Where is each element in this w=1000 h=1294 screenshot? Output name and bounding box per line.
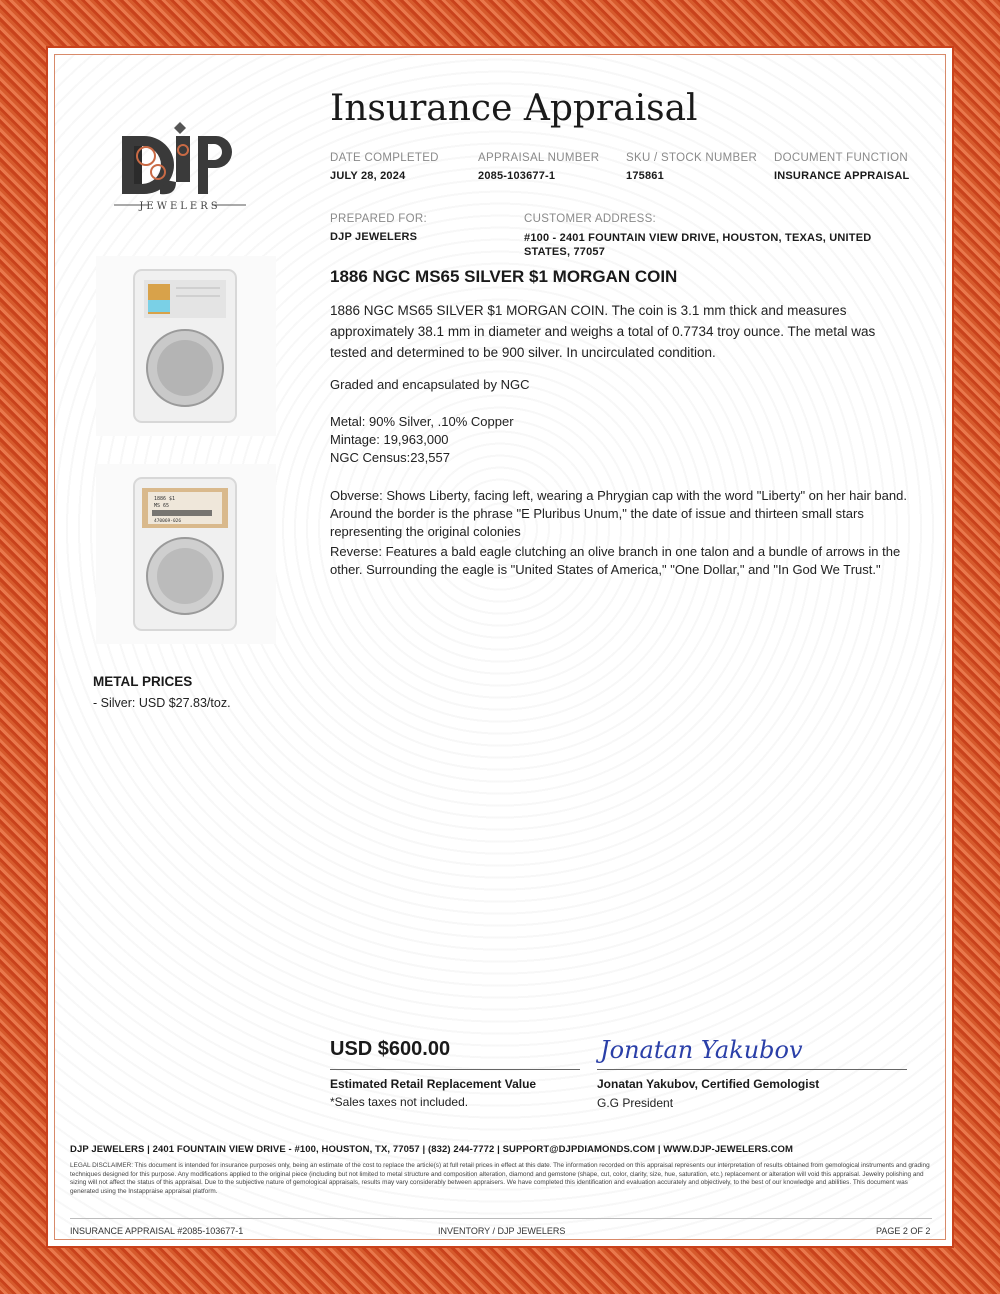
census-spec: NGC Census:23,557 xyxy=(330,450,450,465)
tax-note: *Sales taxes not included. xyxy=(330,1095,469,1109)
item-title: 1886 NGC MS65 SILVER $1 MORGAN COIN xyxy=(330,267,678,286)
signer-role: G.G President xyxy=(597,1096,674,1110)
sku-value: 175861 xyxy=(626,170,664,182)
item-description xyxy=(330,300,910,363)
mintage-spec: Mintage: 19,963,000 xyxy=(330,432,449,447)
footer-divider xyxy=(70,1218,932,1219)
document-function-label: DOCUMENT FUNCTION xyxy=(774,152,908,164)
appraisal-number-value: 2085-103677-1 xyxy=(478,170,556,182)
legal-disclaimer: LEGAL DISCLAIMER: This document is intended for insurance purposes only, being an estimate of the cost to replace the article(s) at full retail prices in effect at this date. The information recorded on this appraisal represents our interpretation of results obtained from gemological instruments and grading techniques designed for this purpose. Any modifications applied to the original piece (including but not limited to metal structure and composition alteration, diamond and gemstone (shape, cut, color, clarity, size, hue, saturation, etc.) replacement or alteration will void this appraisal. Jewelry polishing and sizing will not affect the status of this appraisal. Due to the subjective nature of gemological appraisals, results may vary considerably between appraisers. We have completed this identification and evaluation accurately and objectively, to the best of our knowledge and abilities. This document was generated using the Instappraise appraisal platform. xyxy=(70,1162,930,1195)
document-function-value: INSURANCE APPRAISAL xyxy=(774,170,910,182)
coin-image-back xyxy=(96,464,276,644)
logo-subtext: JEWELERS xyxy=(139,201,221,212)
prepared-for-label: PREPARED FOR: xyxy=(330,213,427,225)
footer-appraisal-id: INSURANCE APPRAISAL #2085-103677-1 xyxy=(70,1226,244,1236)
graded-note: Graded and encapsulated by NGC xyxy=(330,377,530,392)
barcode xyxy=(152,510,212,516)
prepared-for-value: DJP JEWELERS xyxy=(330,231,418,243)
coin-image-front xyxy=(96,256,276,436)
footer-inventory: INVENTORY / DJP JEWELERS xyxy=(438,1226,566,1236)
silver-price: - Silver: USD $27.83/toz. xyxy=(93,696,231,710)
signature xyxy=(596,1028,816,1068)
value-rule xyxy=(330,1069,580,1070)
metal-prices-title: METAL PRICES xyxy=(93,674,193,689)
signature-rule xyxy=(597,1069,907,1070)
sku-label: SKU / STOCK NUMBER xyxy=(626,152,758,164)
signature-script: Jonatan Yakubov xyxy=(600,1036,803,1064)
description-text: 1886 NGC MS65 SILVER $1 MORGAN COIN. The coin is 3.1 mm thick and measures approximately 38.1 mm in diameter and weighs a total of 0.7734 troy ounce. The metal was tested and determined to be 900 silver. In uncirculated condition. xyxy=(330,303,876,360)
footer-address: DJP JEWELERS | 2401 FOUNTAIN VIEW DRIVE - #100, HOUSTON, TX, 77057 | (832) 244-7772 | SUPPORT@DJPDIAMONDS.COM | WWW.DJP-JEWELERS.COM xyxy=(70,1144,794,1155)
signer-name: Jonatan Yakubov, Certified Gemologist xyxy=(597,1077,820,1091)
value-label: Estimated Retail Replacement Value xyxy=(330,1077,537,1091)
date-completed-value: JULY 28, 2024 xyxy=(330,170,406,182)
appraised-value: USD $600.00 xyxy=(330,1038,451,1060)
djp-logo xyxy=(100,120,260,216)
reverse-text: Reverse: Features a bald eagle clutching an olive branch in one talon and a bundle of arrows in the other. Surrounding the eagle is "United States of America," "One Dollar," and "In God We Trust." xyxy=(330,544,901,577)
slab-label-line2: MS 65 xyxy=(154,503,170,509)
slab-label-line1: 1886 $1 xyxy=(154,496,176,502)
obverse-text: Obverse: Shows Liberty, facing left, wearing a Phrygian cap with the word "Liberty" on her hair band. Around the border is the phrase "E Pluribus Unum," the date of issue and thirteen small stars representing the original colonies xyxy=(330,488,907,539)
page-title: Insurance Appraisal xyxy=(330,88,698,129)
footer-page-number: PAGE 2 OF 2 xyxy=(876,1226,931,1236)
date-completed-label: DATE COMPLETED xyxy=(330,152,439,164)
customer-address-value: #100 - 2401 FOUNTAIN VIEW DRIVE, HOUSTON, TEXAS, UNITED STATES, 77057 xyxy=(524,232,872,258)
slab-label-line3: 470069-026 xyxy=(154,519,182,524)
customer-address-label: CUSTOMER ADDRESS: xyxy=(524,213,657,225)
metal-spec: Metal: 90% Silver, .10% Copper xyxy=(330,414,514,429)
appraisal-number-label: APPRAISAL NUMBER xyxy=(478,152,600,164)
